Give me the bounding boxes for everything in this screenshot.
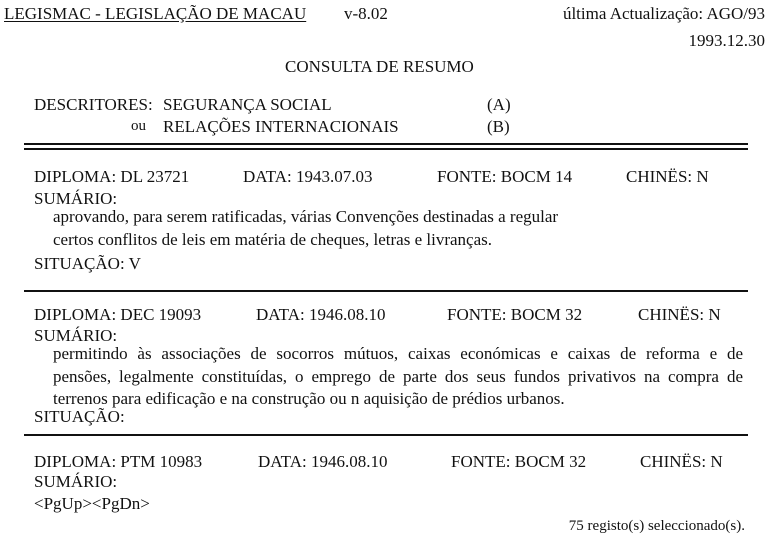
- descriptors-label: DESCRITORES:: [34, 95, 153, 114]
- descriptor-a-text: SEGURANÇA SOCIAL: [163, 95, 332, 114]
- record-diploma: DIPLOMA: PTM 10983: [34, 452, 203, 471]
- summary-line: permitindo às associações de socorros mútuos, caixas económicas e caixas de reforma e de: [53, 344, 743, 363]
- record-chinese-flag: CHINËS: N: [626, 167, 709, 186]
- record-status: SITUAÇÃO:: [34, 407, 125, 426]
- record-status: SITUAÇÃO: V: [34, 254, 141, 273]
- record-diploma: DIPLOMA: DL 23721: [34, 167, 190, 186]
- double-divider-top: [24, 143, 748, 145]
- record-summary-label: SUMÁRIO:: [34, 189, 118, 208]
- record-date: DATA: 1946.08.10: [258, 452, 388, 471]
- record-summary-label: SUMÁRIO:: [34, 326, 118, 345]
- record-divider: [24, 290, 748, 292]
- summary-line: terrenos para edificação e na construção ou n aquisição de prédios urbanos.: [53, 389, 565, 408]
- descriptor-a-code: (A): [487, 95, 511, 114]
- record-diploma: DIPLOMA: DEC 19093: [34, 305, 202, 324]
- record-date: DATA: 1946.08.10: [256, 305, 386, 324]
- record-summary: [53, 206, 593, 251]
- record-chinese-flag: CHINËS: N: [638, 305, 721, 324]
- paging-keys-hint[interactable]: <PgUp><PgDn>: [34, 494, 150, 513]
- record-source: FONTE: BOCM 14: [437, 167, 573, 186]
- record-chinese-flag: CHINËS: N: [640, 452, 723, 471]
- record-source: FONTE: BOCM 32: [447, 305, 583, 324]
- summary-line: certos conflitos de leis em matéria de cheques, letras e livranças.: [53, 229, 492, 249]
- descriptor-connector: ou: [131, 118, 146, 134]
- record-date: DATA: 1943.07.03: [243, 167, 373, 186]
- app-title: LEGISMAC - LEGISLAÇÃO DE MACAU: [4, 4, 307, 23]
- record-source: FONTE: BOCM 32: [451, 452, 587, 471]
- version-label: v-8.02: [344, 4, 388, 23]
- selection-count: 75 registo(s) seleccionado(s).: [568, 518, 745, 534]
- screen-title: CONSULTA DE RESUMO: [285, 57, 474, 76]
- summary-line: aprovando, para serem ratificadas, várias Convenções destinadas a regular: [53, 207, 559, 226]
- last-update-label: última Actualização: AGO/93: [562, 4, 765, 23]
- descriptor-b-text: RELAÇÕES INTERNACIONAIS: [163, 117, 399, 136]
- record-divider: [24, 434, 748, 436]
- last-update-date: 1993.12.30: [688, 31, 765, 50]
- descriptor-b-code: (B): [487, 117, 510, 136]
- record-summary: [53, 343, 743, 411]
- double-divider-bottom: [24, 148, 748, 150]
- record-summary-label: SUMÁRIO:: [34, 472, 118, 491]
- summary-line: pensões, legalmente constituídas, o emprego de parte dos seus fundos privativos na compra de: [53, 366, 743, 386]
